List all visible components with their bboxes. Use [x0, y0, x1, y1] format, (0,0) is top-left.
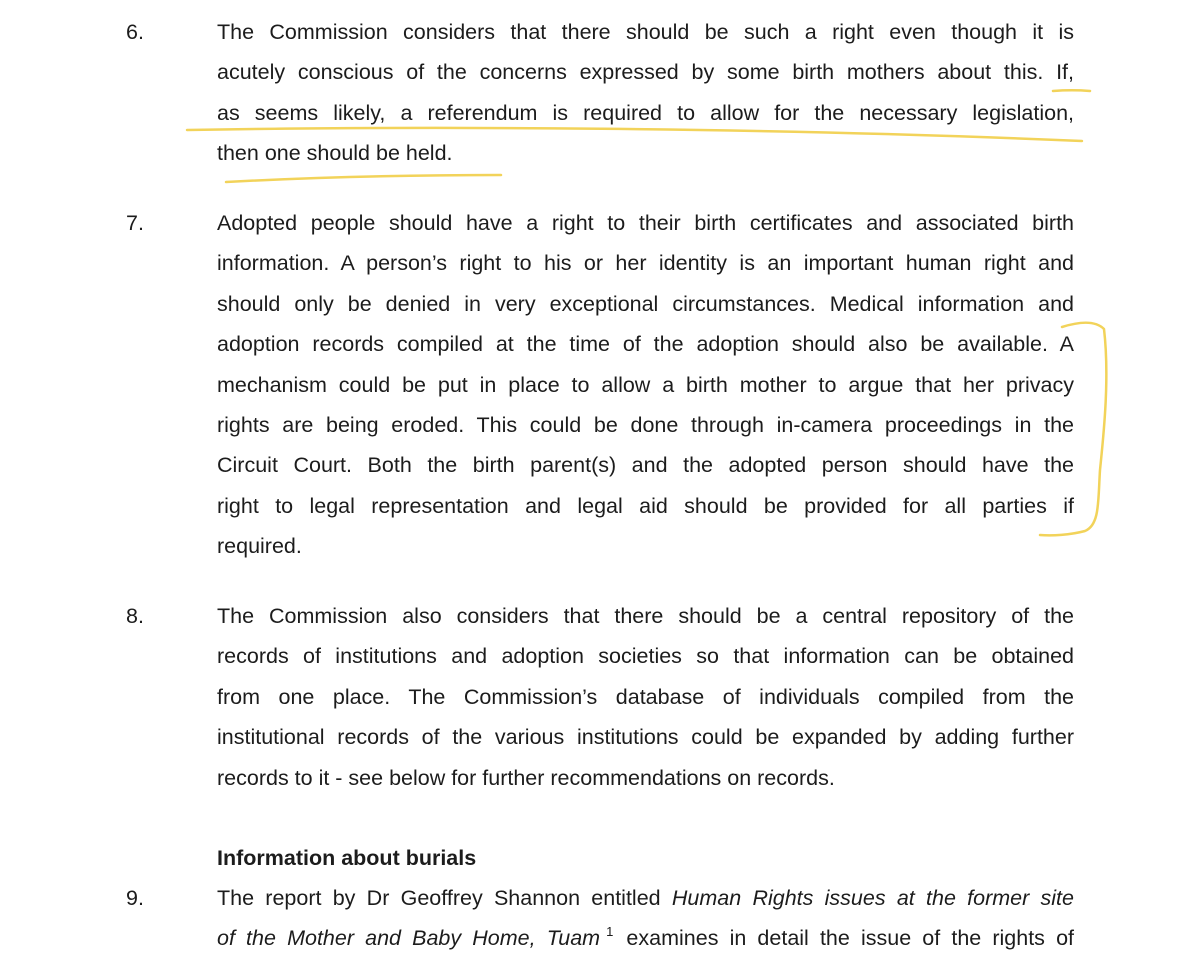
- report-title-italic: of the Mother and Baby Home, Tuam: [217, 926, 601, 951]
- text-line: should only be denied in very exceptional circumstances. Medical information and: [217, 291, 1074, 316]
- text-line: right to legal representation and legal aid should be provided for all parties if: [217, 493, 1074, 518]
- section-heading: Information about burials: [217, 846, 477, 870]
- text-line: acutely conscious of the concerns expressed by some birth mothers about this. If,: [217, 60, 1074, 85]
- paragraph-text: [217, 596, 1074, 798]
- text-line: [217, 918, 1074, 958]
- text-line: institutional records of the various institutions could be expanded by adding further: [217, 725, 1074, 750]
- paragraph-number: 6.: [126, 20, 144, 44]
- text-line: adoption records compiled at the time of the adoption should also be available. A: [217, 332, 1074, 357]
- text-line: information. A person’s right to his or her identity is an important human right and: [217, 251, 1074, 276]
- text-line: rights are being eroded. This could be done through in-camera proceedings in the: [217, 412, 1074, 437]
- text-line: mechanism could be put in place to allow a birth mother to argue that her privacy: [217, 372, 1074, 397]
- text-line: records to it - see below for further recommendations on records.: [217, 765, 835, 790]
- text-line: Adopted people should have a right to their birth certificates and associated birth: [217, 211, 1074, 235]
- paragraph-number: 9.: [126, 886, 144, 910]
- text-line: The Commission considers that there should be such a right even though it is: [217, 20, 1074, 44]
- text-line: from one place. The Commission’s database of individuals compiled from the: [217, 684, 1074, 709]
- text-line: required.: [217, 534, 302, 559]
- paragraph-text: [217, 12, 1074, 174]
- paragraph-text: [217, 203, 1074, 567]
- underline-mark: [226, 175, 501, 182]
- report-title-italic: Human Rights issues at the former site: [671, 886, 1074, 910]
- paragraph-text: [217, 878, 1074, 959]
- text-line: records of institutions and adoption societies so that information can be obtained: [217, 644, 1074, 669]
- paragraph-number: 7.: [126, 211, 144, 235]
- text-line: then one should be held.: [217, 141, 453, 166]
- text-span: examines in detail the issue of the rights of: [615, 926, 1074, 951]
- text-line: Circuit Court. Both the birth parent(s) and the adopted person should have the: [217, 453, 1074, 478]
- text-line: [217, 878, 1074, 918]
- paragraph-number: 8.: [126, 604, 144, 628]
- text-line: as seems likely, a referendum is required to allow for the necessary legislation,: [217, 100, 1074, 125]
- text-span: The report by Dr Geoffrey Shannon entitled: [217, 886, 672, 910]
- text-line: The Commission also considers that there should be a central repository of the: [217, 604, 1074, 628]
- footnote-reference: 1: [606, 924, 614, 940]
